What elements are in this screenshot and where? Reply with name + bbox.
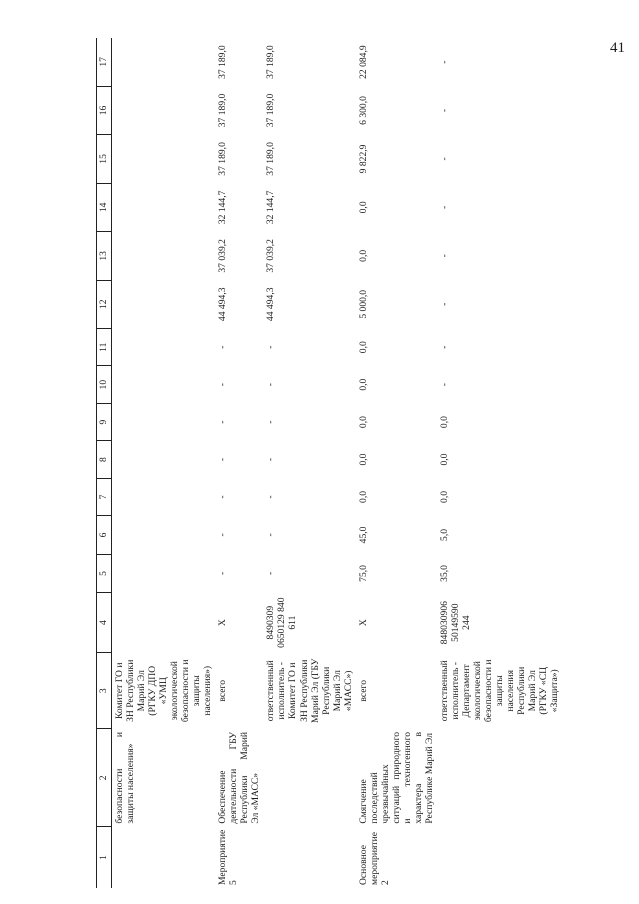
budget-code-cell: 8490309 0650129 840 611 bbox=[265, 597, 299, 648]
table-body bbox=[112, 38, 563, 888]
value-cell: - bbox=[217, 533, 229, 537]
value-cell: - bbox=[438, 108, 450, 113]
budget-code-cell: 848030906 50149590 244 bbox=[438, 601, 472, 645]
value-cell bbox=[112, 403, 216, 440]
value-cell: 37 189,0 bbox=[217, 142, 229, 176]
value-cell: 0,0 bbox=[438, 490, 450, 503]
value-cell: 44 494,3 bbox=[265, 287, 277, 322]
value-cell: 0,0 bbox=[438, 453, 450, 466]
value-cell: 37 039,2 bbox=[265, 239, 277, 273]
executor-cell: ответственный исполнитель - Комитет ГО и ЗН Республики Марий Эл (ГБУ Республики Марий Эл «МАСС») bbox=[265, 658, 354, 723]
col-header: 15 bbox=[97, 135, 112, 183]
event-name-cell bbox=[437, 729, 562, 827]
value-cell: 5 000,0 bbox=[357, 289, 369, 319]
value-cell: - bbox=[438, 60, 450, 64]
table-row bbox=[356, 38, 437, 888]
col-header: 1 bbox=[97, 827, 112, 888]
value-cell: 37 039,2 bbox=[217, 239, 229, 273]
event-name-cell bbox=[263, 729, 355, 827]
col-header: 13 bbox=[97, 232, 112, 280]
value-cell: 35,0 bbox=[438, 565, 450, 582]
event-name-cell: безопасности и защиты населения» bbox=[114, 731, 137, 824]
executor-cell: ответственный исполнитель - Департамент экологической безопасности и защиты населения Республики Марий Эл (РГКУ «СЦ «Защита») bbox=[438, 659, 561, 723]
value-cell: - bbox=[265, 571, 277, 576]
value-cell: 45,0 bbox=[357, 526, 369, 544]
value-cell: 37 189,0 bbox=[265, 45, 277, 79]
col-header: 8 bbox=[97, 441, 112, 478]
executor-cell: Комитет ГО и ЗН Республики Марий Эл (РГКУ ДПО «УМЦ экологической безопасности и защиты населения») bbox=[114, 659, 214, 723]
value-cell: 0,0 bbox=[357, 341, 369, 354]
event-code-cell bbox=[112, 827, 216, 888]
value-cell: - bbox=[265, 533, 277, 537]
value-cell: 5,0 bbox=[438, 528, 450, 541]
col-header: 7 bbox=[97, 478, 112, 515]
value-cell bbox=[112, 232, 216, 280]
value-cell: 37 189,0 bbox=[217, 45, 229, 79]
value-cell: - bbox=[217, 383, 229, 387]
col-header: 14 bbox=[97, 183, 112, 231]
col-header: 5 bbox=[97, 554, 112, 593]
value-cell: 6 300,0 bbox=[357, 96, 369, 125]
value-cell: 0,0 bbox=[357, 490, 369, 503]
value-cell: - bbox=[265, 383, 277, 387]
value-cell: 0,0 bbox=[357, 416, 369, 429]
value-cell: - bbox=[438, 383, 450, 387]
value-cell bbox=[112, 329, 216, 366]
value-cell: 37 189,0 bbox=[265, 142, 277, 176]
value-cell: 0,0 bbox=[357, 249, 369, 262]
value-cell: 22 084,9 bbox=[357, 45, 369, 79]
event-code-cell: Мероприятие 5 bbox=[217, 829, 240, 885]
col-header: 12 bbox=[97, 280, 112, 328]
executor-cell: всего bbox=[217, 679, 229, 702]
value-cell: - bbox=[217, 420, 229, 424]
value-cell: 9 822,9 bbox=[357, 144, 369, 174]
value-cell bbox=[112, 366, 216, 403]
value-cell: - bbox=[217, 571, 229, 576]
event-name-cell: Смягчение последствий чрезвычайных ситуаций природного и техногенного характера в Республике Марий Эл bbox=[357, 731, 435, 824]
budget-code-cell: Х bbox=[357, 619, 369, 627]
column-number-row bbox=[97, 38, 112, 888]
table-row bbox=[437, 38, 562, 888]
value-cell bbox=[112, 86, 216, 134]
value-cell: - bbox=[438, 302, 450, 306]
event-code-cell bbox=[437, 827, 562, 888]
value-cell: 0,0 bbox=[357, 378, 369, 391]
event-code-cell bbox=[263, 827, 355, 888]
value-cell bbox=[112, 554, 216, 593]
value-cell: 32 144,7 bbox=[265, 190, 277, 225]
table-row bbox=[263, 38, 355, 888]
col-header: 17 bbox=[97, 38, 112, 86]
event-code-cell: Основное мероприятие 2 bbox=[357, 832, 391, 885]
page-number: 41 bbox=[610, 40, 625, 56]
value-cell: 0,0 bbox=[438, 416, 450, 429]
value-cell: 44 494,3 bbox=[217, 287, 229, 322]
value-cell bbox=[112, 280, 216, 328]
executor-cell: всего bbox=[357, 679, 369, 702]
value-cell bbox=[112, 478, 216, 515]
col-header: 4 bbox=[97, 593, 112, 653]
value-cell: - bbox=[265, 457, 277, 462]
col-header: 10 bbox=[97, 366, 112, 403]
value-cell: 37 189,0 bbox=[217, 93, 229, 128]
value-cell: - bbox=[265, 495, 277, 499]
budget-table bbox=[96, 38, 562, 888]
value-cell: 75,0 bbox=[357, 565, 369, 582]
value-cell: 0,0 bbox=[357, 453, 369, 466]
col-header: 2 bbox=[97, 729, 112, 827]
value-cell bbox=[112, 441, 216, 478]
budget-code-cell bbox=[112, 593, 216, 653]
col-header: 3 bbox=[97, 653, 112, 729]
col-header: 9 bbox=[97, 403, 112, 440]
rotated-table-sheet bbox=[96, 38, 616, 888]
col-header: 11 bbox=[97, 329, 112, 366]
value-cell: - bbox=[217, 457, 229, 462]
value-cell: 0,0 bbox=[357, 201, 369, 214]
event-name-cell: Обеспечение деятельности ГБУ Республики Марий Эл «МАСС» bbox=[217, 731, 262, 824]
value-cell: - bbox=[265, 345, 277, 349]
value-cell: - bbox=[265, 420, 277, 424]
col-header: 6 bbox=[97, 516, 112, 555]
value-cell bbox=[112, 516, 216, 555]
value-cell: - bbox=[217, 345, 229, 349]
col-header: 16 bbox=[97, 86, 112, 134]
value-cell: 37 189,0 bbox=[265, 93, 277, 128]
table-row bbox=[112, 38, 216, 888]
value-cell: - bbox=[438, 345, 450, 349]
table-row bbox=[215, 38, 263, 888]
value-cell bbox=[112, 38, 216, 86]
budget-code-cell: Х bbox=[217, 619, 229, 627]
value-cell: - bbox=[217, 495, 229, 499]
value-cell bbox=[112, 135, 216, 183]
value-cell: - bbox=[438, 205, 450, 209]
value-cell: - bbox=[438, 157, 450, 161]
value-cell: 32 144,7 bbox=[217, 190, 229, 225]
value-cell bbox=[112, 183, 216, 231]
value-cell: - bbox=[438, 254, 450, 258]
